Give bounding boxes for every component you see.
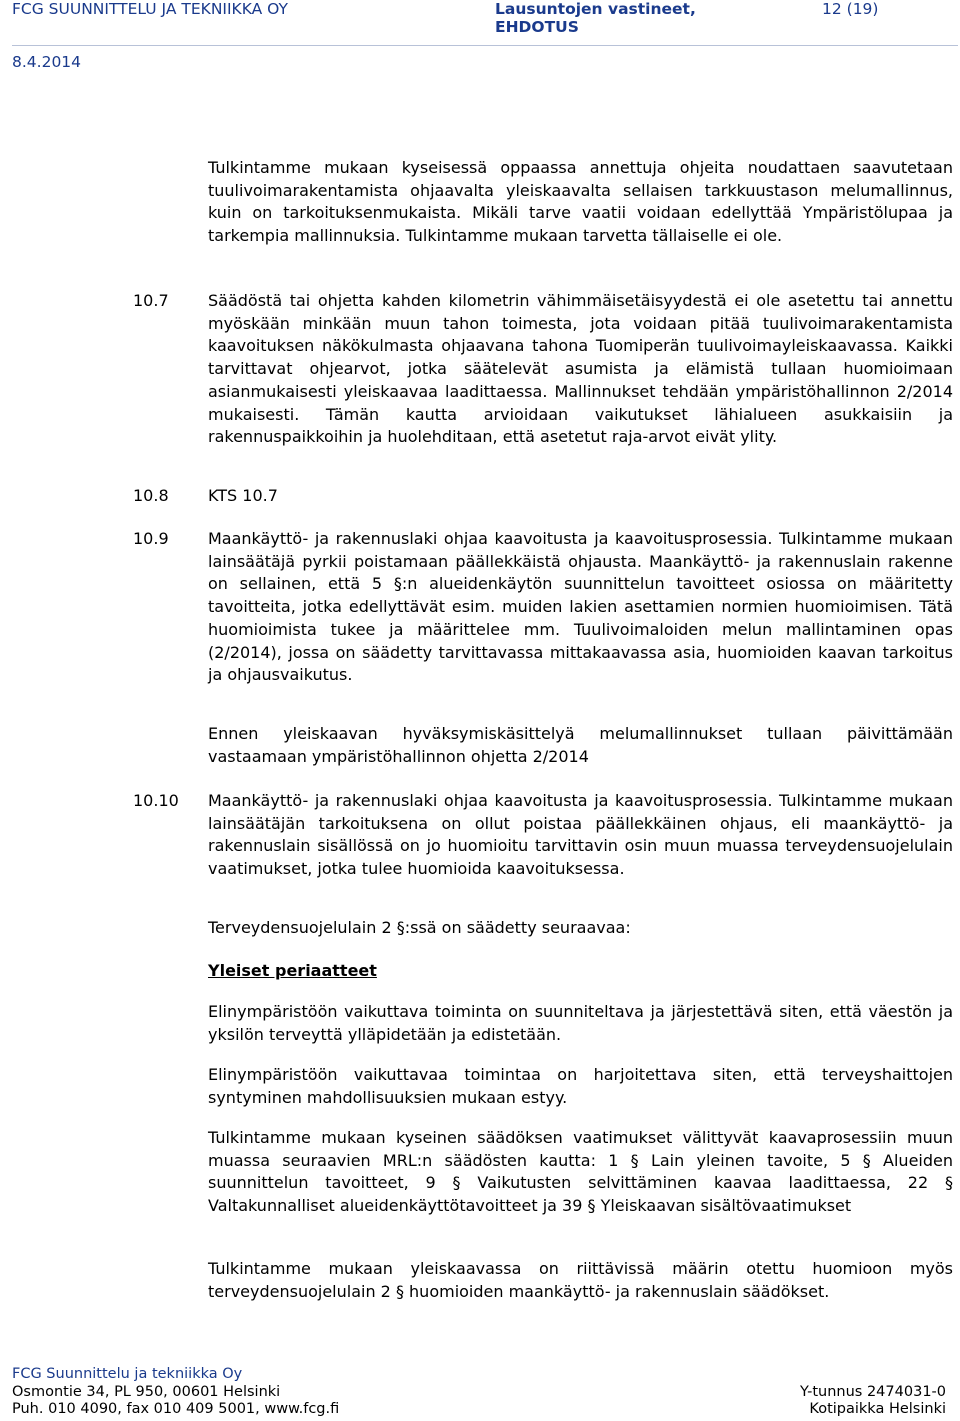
item-text: KTS 10.7: [208, 486, 278, 505]
footer-domicile: Kotipaikka Helsinki: [809, 1401, 946, 1417]
header-company: FCG SUUNNITTELU JA TEKNIIKKA OY: [12, 0, 288, 18]
footer-business-id: Y-tunnus 2474031-0: [799, 1384, 946, 1400]
item-paragraph: Tulkintamme mukaan kyseinen säädöksen vaatimukset välittyvät kaavaprosessiin muun muassa seuraavien MRL:n säädösten kautta: 1 § Lain yleinen tavoite, 5 § Alueiden suunnittelun tavoitteet, 9 § Vaikutusten selvittäminen kaavaa laadittaessa, 22 § Valtakunnalliset alueidenkäyttötavoitteet ja 39 § Yleiskaavan sisältövaatimukset: [208, 1128, 953, 1216]
header-page-number: 12 (19): [822, 0, 879, 18]
intro-paragraph: Tulkintamme mukaan kyseisessä oppaassa annettuja ohjeita noudattaen saavutetaan tuulivoimarakentamista ohjaavalta yleiskaavalta sellaisen tarkkuustason melumallinnus, kuin on tarkoituksenmukaista. Mikäli tarve vaatii voidaan edellyttää Ympäristölupaa ja tarkempia mallinnuksia. Tulkintamme mukaan tarvetta tällaiselle ei ole.: [208, 158, 953, 246]
item-paragraph: Tulkintamme mukaan yleiskaavassa on riittävissä määrin otettu huomioon myös terveydensuojelulain 2 § huomioiden maankäyttö- ja rakennuslain säädökset.: [208, 1259, 953, 1301]
footer-contact: Puh. 010 4090, fax 010 409 5001, www.fcg.fi: [12, 1401, 340, 1417]
item-number: 10.10: [133, 791, 179, 810]
item-paragraph: Terveydensuojelulain 2 §:ssä on säädetty seuraavaa:: [208, 918, 631, 937]
item-paragraph: Ennen yleiskaavan hyväksymiskäsittelyä melumallinnukset tullaan päivittämään vastaamaan ympäristöhallinnon ohjetta 2/2014: [208, 724, 953, 766]
section-heading: Yleiset periaatteet: [208, 961, 377, 980]
item-number: 10.7: [133, 291, 169, 310]
item-paragraph: Elinympäristöön vaikuttavaa toimintaa on harjoitettava siten, että terveyshaittojen syntyminen mahdollisuuksien mukaan estyy.: [208, 1065, 953, 1107]
header-title-line1: Lausuntojen vastineet,: [495, 0, 696, 18]
header-rule: [12, 45, 958, 46]
item-text: Maankäyttö- ja rakennuslaki ohjaa kaavoitusta ja kaavoitusprosessia. Tulkintamme mukaan lainsäätäjän tarkoituksena on ollut poistaa päällekkäinen ohjaus, eli maankäyttö- ja rakennuslain sisällössä on jo huomioitu tarvittavin osin muun muassa terveydensuojelulain vaatimukset, jotka tulee huomioida kaavoituksessa.: [208, 791, 953, 879]
item-paragraph: Elinympäristöön vaikuttava toiminta on suunniteltava ja järjestettävä siten, että väestön ja yksilön terveyttä ylläpidetään ja edistetään.: [208, 1002, 953, 1044]
footer-address: Osmontie 34, PL 950, 00601 Helsinki: [12, 1384, 281, 1400]
footer-company: FCG Suunnittelu ja tekniikka Oy: [12, 1366, 243, 1382]
item-text: Säädöstä tai ohjetta kahden kilometrin vähimmäisetäisyydestä ei ole asetettu tai annettu myöskään minkään muun tahon toimesta, jota voidaan pitää tuulivoimarakentamista kaavoituksen näkökulmasta ohjaavana tahona Tuomiperän tuulivoimayleiskaavassa. Kaikki tarvittavat ohjearvot, jotka säätelevät asumista ja elämistä tullaan huomioimaan asianmukaisesti yleiskaavaa laadittaessa. Mallinnukset tehdään ympäristöhallinnon 2/2014 mukaisesti. Tämän kautta arvioidaan vaikutukset lähialueen asukkaisiin ja rakennuspaikkoihin ja huolehditaan, että asetetut raja-arvot eivät ylity.: [208, 291, 953, 447]
header-document-title: [495, 0, 696, 36]
header-title-line2: EHDOTUS: [495, 18, 579, 36]
item-number: 10.9: [133, 529, 169, 548]
header-date: 8.4.2014: [12, 53, 82, 71]
item-number: 10.8: [133, 486, 169, 505]
item-text: Maankäyttö- ja rakennuslaki ohjaa kaavoitusta ja kaavoitusprosessia. Tulkintamme mukaan lainsäätäjä pyrkii poistamaan päällekkäistä ohjausta. Maankäyttö- ja rakennuslain rakenne on sellainen, että 5 §:n alueidenkäytön suunnittelun tavoitteet osiossa on määritetty tavoitteita, jotka edellyttävät esim. muiden lakien asettamien normien huomioimisen. Tätä huomioimista tukee ja määrittelee mm. Tuulivoimaloiden melun mallintaminen opas (2/2014), jossa on säädetty tarvittavassa mittakaavassa asia, huomioiden kaavan tarkoitus ja ohjausvaikutus.: [208, 529, 953, 685]
